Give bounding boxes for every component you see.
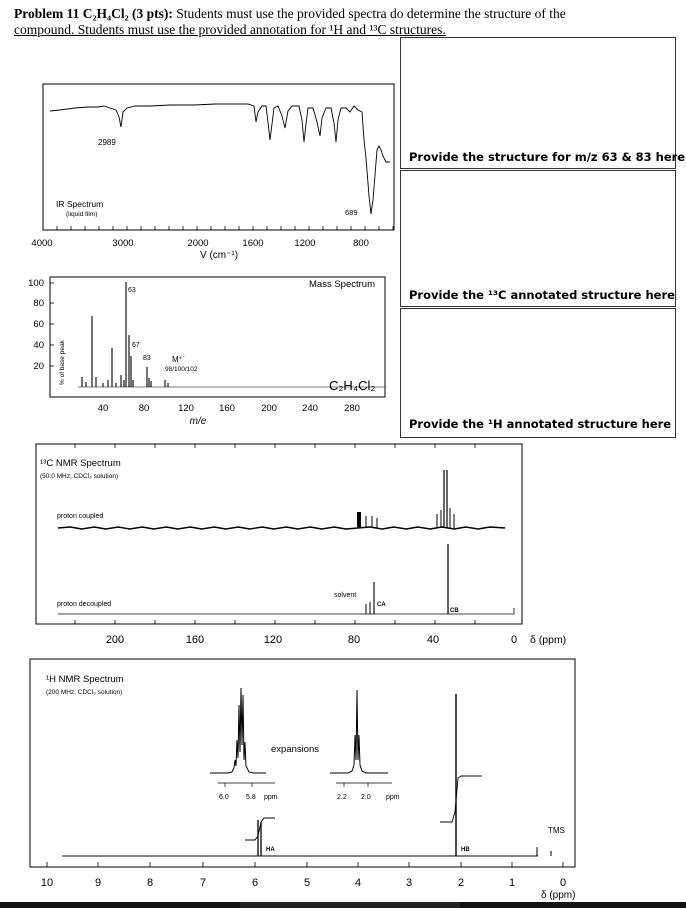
h1-unit: δ (ppm) bbox=[541, 890, 576, 901]
h1-exp2-tick-2.0: 2.0 bbox=[361, 794, 371, 801]
answer-box-ms-label: Provide the structure for m/z 63 & 83 here bbox=[409, 150, 686, 164]
ms-xtick-80: 80 bbox=[138, 403, 150, 414]
ms-title: Mass Spectrum bbox=[309, 279, 375, 290]
c13-title: ¹³C NMR Spectrum bbox=[40, 458, 121, 469]
h1-exp2-tick-2.2: 2.2 bbox=[337, 794, 347, 801]
c13-tick-0: 0 bbox=[510, 634, 518, 646]
h1-tick-2: 2 bbox=[457, 877, 465, 889]
ms-xtick-160: 160 bbox=[219, 403, 235, 414]
problem-line2: compound. Students must use the provided annotation for ¹H and ¹³C structures. bbox=[14, 22, 446, 37]
h1-peaks bbox=[258, 694, 537, 856]
ir-tick-3000: 3000 bbox=[112, 238, 134, 249]
h1-tick-9: 9 bbox=[94, 877, 102, 889]
answer-box-c13-label: Provide the ¹³C annotated structure here bbox=[409, 288, 675, 302]
h1-tms-label: TMS bbox=[548, 826, 565, 835]
ms-ytick-40: 40 bbox=[33, 340, 44, 351]
ir-tick-1600: 1600 bbox=[242, 238, 264, 249]
h1-tick-4: 4 bbox=[354, 877, 362, 889]
problem-title: Problem 11 C₂H₄Cl₂ (3 pts): bbox=[14, 6, 173, 21]
h1-integral-b bbox=[440, 776, 482, 822]
h1-tick-5: 5 bbox=[303, 877, 311, 889]
h1-tick-1: 1 bbox=[508, 877, 516, 889]
bottom-bar-segment bbox=[0, 902, 240, 908]
c13-tick-40: 40 bbox=[426, 634, 440, 646]
ms-ytick-100: 100 bbox=[28, 278, 44, 289]
h1-tick-0: 0 bbox=[559, 877, 567, 889]
h1-tick-6: 6 bbox=[251, 877, 259, 889]
ir-subtitle: (liquid film) bbox=[66, 211, 98, 218]
ms-y-ticks bbox=[28, 278, 44, 372]
h1-expansion-2-trace bbox=[330, 690, 388, 773]
c13-solvent-label: solvent bbox=[334, 592, 357, 599]
h1-title: ¹H NMR Spectrum bbox=[46, 674, 124, 685]
ir-x-ticks bbox=[31, 238, 369, 249]
c13-coupled-baseline bbox=[58, 527, 505, 529]
ir-tick-2000: 2000 bbox=[187, 238, 209, 249]
ir-title: IR Spectrum bbox=[56, 199, 104, 209]
ms-ytick-20: 20 bbox=[33, 361, 44, 372]
ir-peak-689: 689 bbox=[345, 208, 358, 217]
c13-tick-200: 200 bbox=[105, 634, 125, 646]
ms-mplus-values: 98/100/102 bbox=[165, 366, 198, 373]
h1-tick-3: 3 bbox=[405, 877, 413, 889]
c13-nmr bbox=[36, 444, 566, 646]
h1-tick-7: 7 bbox=[199, 877, 207, 889]
ms-ylabel: % of base peak bbox=[59, 340, 66, 385]
bottom-bar bbox=[0, 902, 686, 908]
h1-exp2-tick-ppm: ppm bbox=[386, 794, 400, 801]
h1-integral-a bbox=[245, 818, 275, 840]
ms-peak-83: 83 bbox=[143, 355, 151, 362]
ms-ytick-60: 60 bbox=[33, 319, 44, 330]
ms-x-ticks bbox=[98, 403, 360, 414]
problem-line1: Students must use the provided spectra do determine the structure of the bbox=[176, 6, 566, 21]
c13-coupled-label: proton coupled bbox=[57, 513, 104, 520]
h1-subtitle: (200 MHz, CDCl₃ solution) bbox=[46, 689, 123, 696]
h1-ha-label: HA bbox=[266, 847, 275, 853]
answer-box-h1-label: Provide the ¹H annotated structure here bbox=[409, 417, 672, 431]
c13-ca-label: CA bbox=[377, 602, 386, 608]
c13-x-ticks bbox=[106, 634, 517, 646]
ir-tick-1200: 1200 bbox=[294, 238, 316, 249]
ms-mplus: M⁺˙ bbox=[172, 355, 186, 364]
mass-spectrum bbox=[28, 277, 385, 427]
h1-hb-label: HB bbox=[461, 847, 470, 853]
ms-formula: C₂H₄Cl₂ bbox=[329, 378, 376, 393]
h1-tick-8: 8 bbox=[146, 877, 154, 889]
ms-peak-67: 67 bbox=[132, 342, 140, 349]
ir-tick-4000: 4000 bbox=[31, 238, 53, 249]
c13-tick-120: 120 bbox=[263, 634, 283, 646]
ms-peak-63: 63 bbox=[128, 287, 136, 294]
h1-exp1-tick-ppm: ppm bbox=[264, 794, 278, 801]
c13-decoupled-label: proton decoupled bbox=[57, 601, 112, 608]
ms-ytick-80: 80 bbox=[33, 298, 44, 309]
ms-bars bbox=[82, 282, 168, 387]
c13-unit: δ (ppm) bbox=[530, 634, 567, 646]
ir-spectrum bbox=[31, 84, 394, 261]
c13-tick-80: 80 bbox=[347, 634, 361, 646]
ms-xtick-240: 240 bbox=[302, 403, 318, 414]
ms-xtick-40: 40 bbox=[97, 403, 109, 414]
ms-xtick-120: 120 bbox=[178, 403, 194, 414]
ms-xtick-200: 200 bbox=[261, 403, 277, 414]
c13-subtitle: (50.0 MHz, CDCl₃ solution) bbox=[40, 473, 119, 480]
h1-exp1-tick-5.8: 5.8 bbox=[246, 794, 256, 801]
c13-coupled-peaks bbox=[357, 470, 454, 528]
ir-xlabel: V (cm⁻¹) bbox=[200, 250, 239, 261]
ms-xlabel: m/e bbox=[189, 416, 207, 427]
ir-trace bbox=[50, 104, 390, 214]
h1-x-ticks bbox=[41, 877, 566, 889]
h1-exp1-tick-6.0: 6.0 bbox=[219, 794, 229, 801]
h1-tick-10: 10 bbox=[40, 877, 54, 889]
h1-expansions-label: expansions bbox=[271, 744, 320, 755]
ir-tick-800: 800 bbox=[353, 238, 369, 249]
ir-peak-2989: 2989 bbox=[98, 138, 116, 147]
ms-xtick-280: 280 bbox=[344, 403, 360, 414]
c13-tick-160: 160 bbox=[185, 634, 205, 646]
bottom-bar-segment bbox=[460, 902, 686, 908]
c13-cb-label: CB bbox=[450, 608, 459, 614]
h1-nmr bbox=[30, 659, 575, 901]
h1-expansion-1-trace bbox=[210, 688, 266, 773]
